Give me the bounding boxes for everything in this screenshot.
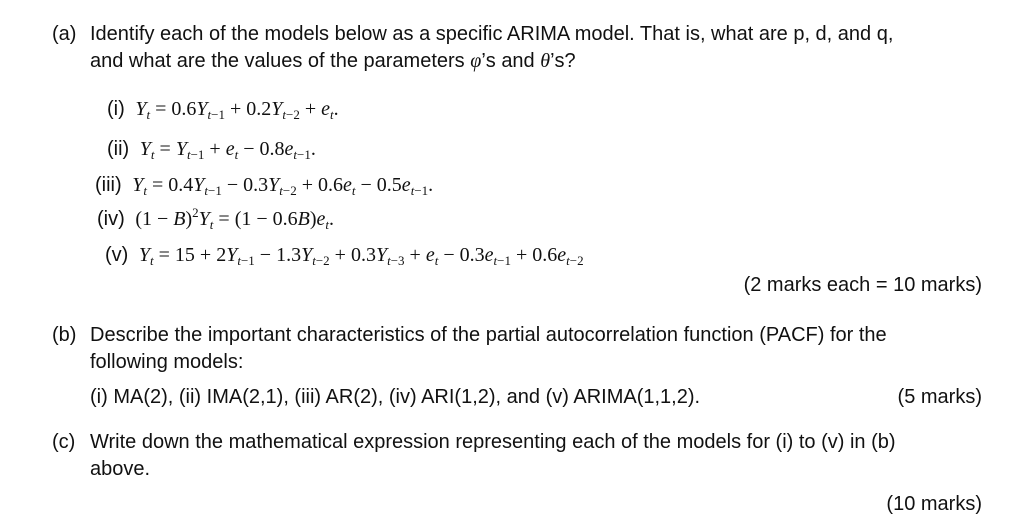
item-label: (iv) bbox=[97, 208, 125, 230]
equation-v bbox=[105, 243, 584, 267]
part-c-marks: (10 marks) bbox=[886, 493, 982, 515]
phi-symbol: φ bbox=[470, 50, 482, 72]
part-a-line2: and what are the values of the parameters φ’s and θ’s? bbox=[90, 50, 576, 72]
part-a-marks: (2 marks each = 10 marks) bbox=[743, 274, 982, 296]
equation-iii bbox=[95, 173, 433, 197]
equation-formula: $Y_t = Y_{t-1} + e_t - 0.8e_{t-1}$. bbox=[139, 138, 316, 162]
item-label: (v) bbox=[105, 244, 129, 266]
part-a-line1: Identify each of the models below as a specific ARIMA model. That is, what are p, d, and q, bbox=[90, 23, 894, 45]
part-b-label: (b) bbox=[52, 324, 77, 346]
part-c-line1: Write down the mathematical expression representing each of the models for (i) to (v) in (b) bbox=[90, 431, 896, 453]
theta-symbol: θ bbox=[540, 50, 551, 72]
item-label: (i) bbox=[107, 98, 125, 120]
part-b-marks: (5 marks) bbox=[897, 386, 982, 408]
part-a-label: (a) bbox=[52, 23, 77, 45]
item-label: (iii) bbox=[95, 174, 122, 196]
part-b-line3: (i) MA(2), (ii) IMA(2,1), (iii) AR(2), (iv) ARI(1,2), and (v) ARIMA(1,1,2). bbox=[90, 386, 701, 408]
part-b-line1: Describe the important characteristics of the partial autocorrelation function (PACF) for the bbox=[90, 324, 887, 346]
equation-iv bbox=[97, 207, 334, 231]
equation-ii bbox=[107, 137, 316, 161]
equation-formula: $Y_t = 15 + 2Y_{t-1} - 1.3Y_{t-2} + 0.3Y_{t-3} + e_t - 0.3e_{t-1} + 0.6e_{t-2}$ bbox=[138, 244, 584, 268]
part-b-line2: following models: bbox=[90, 351, 244, 373]
equation-formula: $Y_t = 0.6Y_{t-1} + 0.2Y_{t-2} + e_t$. bbox=[135, 98, 339, 122]
part-c-label: (c) bbox=[52, 431, 76, 453]
equation-formula: $(1 - B)^2Y_t = (1 - 0.6B)e_t$. bbox=[130, 205, 335, 232]
part-c-line2: above. bbox=[90, 458, 151, 480]
item-label: (ii) bbox=[107, 138, 130, 160]
equation-i bbox=[107, 97, 339, 121]
equation-formula: $Y_t = 0.4Y_{t-1} - 0.3Y_{t-2} + 0.6e_t - 0.5e_{t-1}$. bbox=[132, 174, 434, 198]
